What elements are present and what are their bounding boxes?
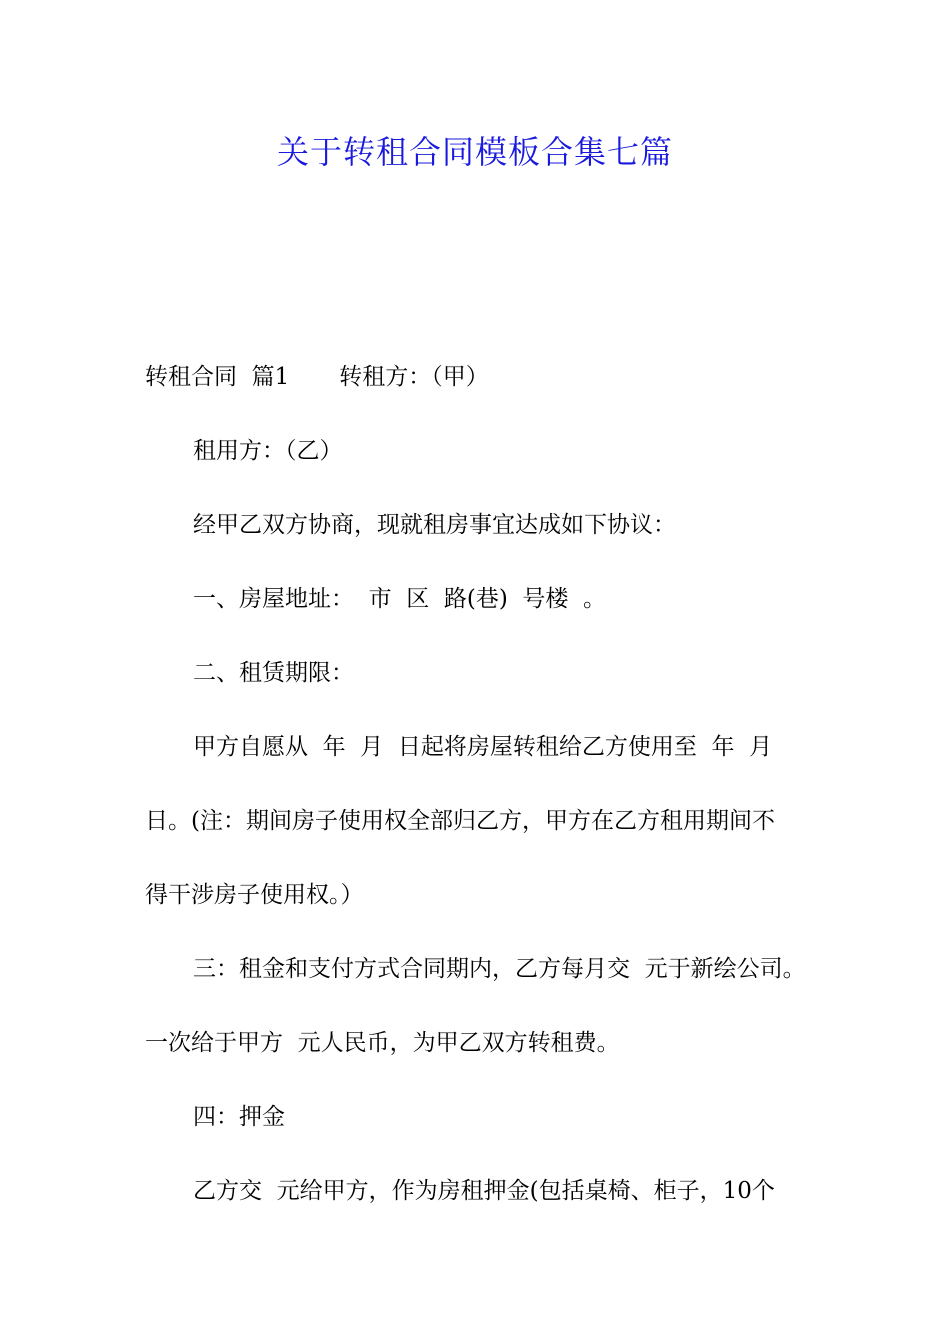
paragraph-line: 经甲乙双方协商，现就租房事宜达成如下协议：	[193, 512, 676, 538]
paragraph-line: 甲方自愿从 年 月 日起将房屋转租给乙方使用至 年 月	[193, 734, 773, 760]
paragraph-line: 得干涉房子使用权。）	[145, 882, 364, 908]
paragraph-line: 四：押金	[193, 1104, 285, 1130]
paragraph-line: 乙方交 元给甲方，作为房租押金(包括桌椅、柜子，10个	[193, 1178, 775, 1204]
document-body	[145, 340, 825, 1228]
document-title: 关于转租合同模板合集七篇	[276, 133, 673, 171]
paragraph-line: 三：租金和支付方式合同期内，乙方每月交 元于新绘公司。	[193, 956, 806, 982]
sublessor-label: 转租方：（甲）	[339, 364, 489, 390]
contract-label: 转租合同 篇1	[145, 364, 290, 390]
paragraph-line: 一、房屋地址： 市 区 路(巷) 号楼 。	[193, 586, 607, 612]
paragraph-line: 一次给于甲方 元人民币，为甲乙双方转租费。	[145, 1030, 620, 1056]
heading-line	[145, 340, 825, 414]
paragraph-line: 二、租赁期限：	[193, 660, 354, 686]
paragraph-line: 日。(注：期间房子使用权全部归乙方，甲方在乙方租用期间不	[145, 808, 775, 834]
paragraph-line: 租用方：（乙）	[193, 438, 343, 464]
